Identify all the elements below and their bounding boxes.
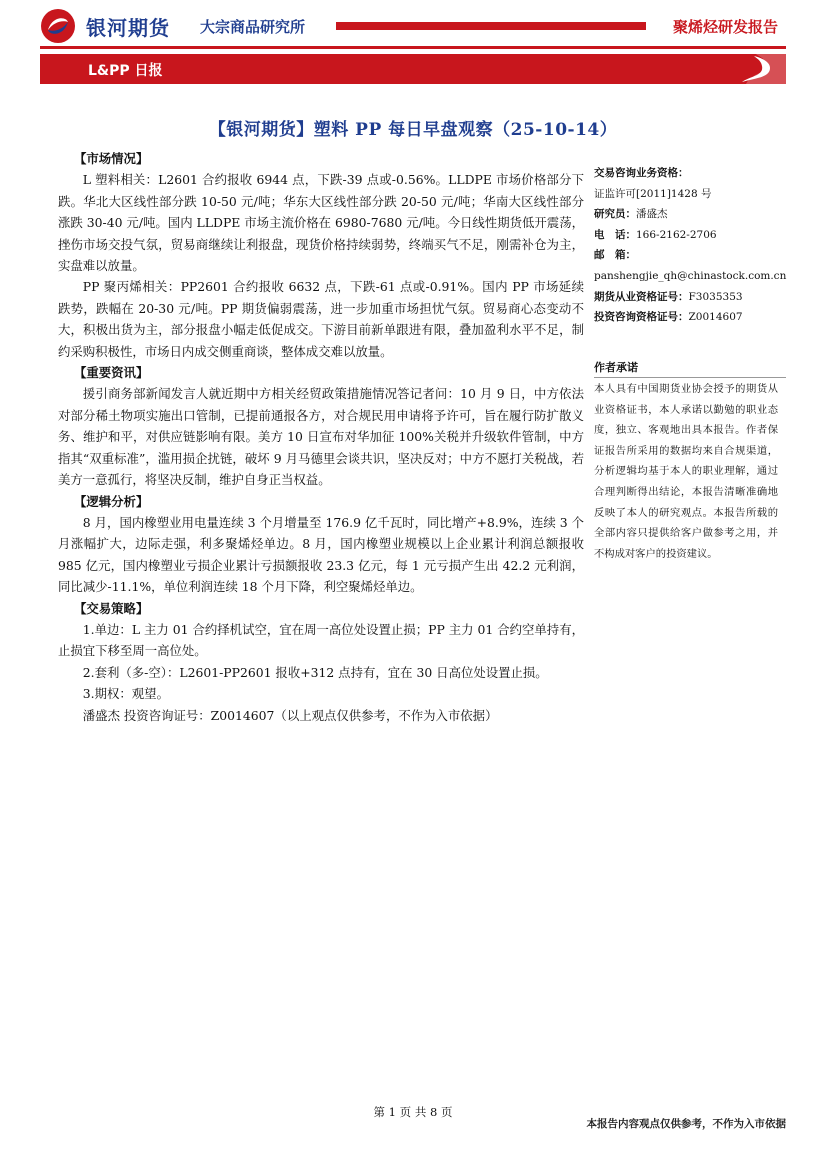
paragraph-l-market: L 塑料相关：L2601 合约报收 6944 点，下跌-39 点或-0.56%。LLDPE 市场价格部分下跌。华北大区线性部分跌 10-50 元/吨；华东大区线性部分跌 20-50 元/吨；华南大区线性部分涨跌 30-40 元/吨。国内 LLDPE 市场主流价格在 6980-7680 元/吨。今日线性期货低开震荡，挫伤市场交投气氛，贸易商继续让利报盘，现货价格持续弱势，终端买气不足，刚需补仓为主，实盘难以放量。 [58, 172, 584, 274]
analyst-signature: 潘盛杰 投资咨询证号：Z0014607（以上观点仅供参考，不作为入市依据） [82, 707, 498, 723]
main-content [58, 148, 584, 726]
email-link[interactable]: panshengjie_qh@chinastock.com.cn [594, 269, 787, 282]
swoosh-icon [716, 54, 786, 84]
institute-name: 大宗商品研究所 [200, 18, 306, 36]
banner-label: L&PP 日报 [88, 63, 163, 79]
license-number: 证监许可[2011]1428 号 [594, 187, 712, 200]
analyst-label: 研究员： [594, 208, 636, 221]
header-red-bar [336, 22, 646, 30]
pledge-divider [594, 377, 786, 378]
pledge-title: 作者承诺 [594, 361, 638, 374]
pledge-text: 本人具有中国期货业协会授予的期货从业资格证书，本人承诺以勤勉的职业态度，独立、客观地出具本报告。作者保证报告所采用的数据均来自合规渠道，分析逻辑均基于本人的职业理解，通过合理判断得出结论，本报告清晰准确地反映了本人的研究观点。本报告所载的全部内容只提供给客户做参考之用，并不构成对客户的投资建议。 [594, 383, 778, 560]
analyst-info [594, 163, 786, 328]
strategy-item-options: 3.期权：观望。 [82, 686, 169, 702]
brand-name: 银河期货 [86, 16, 170, 40]
strategy-item-single: 1.单边：L 主力 01 合约择机试空，宜在周一高位处设置止损；PP 主力 01 合约空单持有，止损宜下移至周一高位处。 [58, 621, 584, 659]
header-divider [40, 46, 786, 49]
page-title: 【银河期货】塑料 PP 每日早盘观察（25-10-14） [208, 120, 618, 140]
section-heading-news: 【重要资讯】 [74, 365, 149, 381]
futures-id: F3035353 [688, 290, 743, 303]
strategy-item-arbitrage: 2.套利（多-空）：L2601-PP2601 报收+312 点持有，宜在 30 日高位处设置止损。 [82, 664, 548, 680]
qualification-label: 交易咨询业务资格： [594, 167, 689, 179]
section-heading-strategy: 【交易策略】 [74, 600, 149, 616]
futures-id-label: 期货从业资格证号： [594, 290, 689, 303]
phone-label: 电 话： [594, 228, 636, 241]
section-heading-logic: 【逻辑分析】 [74, 493, 149, 509]
paragraph-logic: 8 月，国内橡塑业用电量连续 3 个月增量至 176.9 亿千瓦时，同比增产+8.9%，连续 3 个月涨幅扩大，边际走强，利多聚烯烃单边。8 月，国内橡塑业规模以上企业累计利润总额报收 985 亿元，国内橡塑业亏损企业累计亏损额报收 23.3 亿元，每 1 元亏损产生出 42.2 元利润，同比减少-11.1%，单位利润连续 18 个月下降，利空聚烯烃单边。 [58, 514, 584, 595]
email-label: 邮 箱： [594, 249, 636, 262]
section-heading-market: 【市场情况】 [74, 151, 149, 166]
paragraph-news: 援引商务部新闻发言人就近期中方相关经贸政策措施情况答记者问：10 月 9 日，中方依法对部分稀土物项实施出口管制，已提前通报各方，对合规民用申请将予许可，旨在履行防扩散义务、维护和平，对供应链影响有限。美方 10 日宣布对华加征 100%关税并升级软件管制，中方指其“双重标准”，滥用损企扰链，破坏 9 月马德里会谈共识，坚决反对；中方不愿打关税战，若美方一意孤行，将坚决反制，维护自身正当权益。 [58, 386, 584, 488]
report-type: 聚烯烃研发报告 [672, 18, 778, 36]
phone-number: 166-2162-2706 [636, 228, 717, 241]
report-banner [40, 54, 786, 84]
advisory-id-label: 投资咨询资格证号： [594, 311, 689, 324]
paragraph-pp-market: PP 聚丙烯相关：PP2601 合约报收 6632 点，下跌-61 点或-0.91%。国内 PP 市场延续跌势，跌幅在 20-30 元/吨。PP 期货偏弱震荡，进一步加重市场担忧气氛。贸易商心态变动不大，积极出货为主，部分报盘小幅走低促成交。下游目前新单跟进有限，叠加盈利水平不足，制约采购积极性，市场日内成交侧重商谈，整体成交难以放量。 [58, 279, 584, 359]
footer-disclaimer: 本报告内容观点仅供参考，不作为入市依据 [586, 1118, 786, 1130]
advisory-id: Z0014607 [688, 311, 743, 324]
analyst-name: 潘盛杰 [636, 208, 668, 221]
galaxy-logo-icon [40, 8, 76, 44]
page-number: 第 1 页 共 8 页 [373, 1105, 453, 1119]
